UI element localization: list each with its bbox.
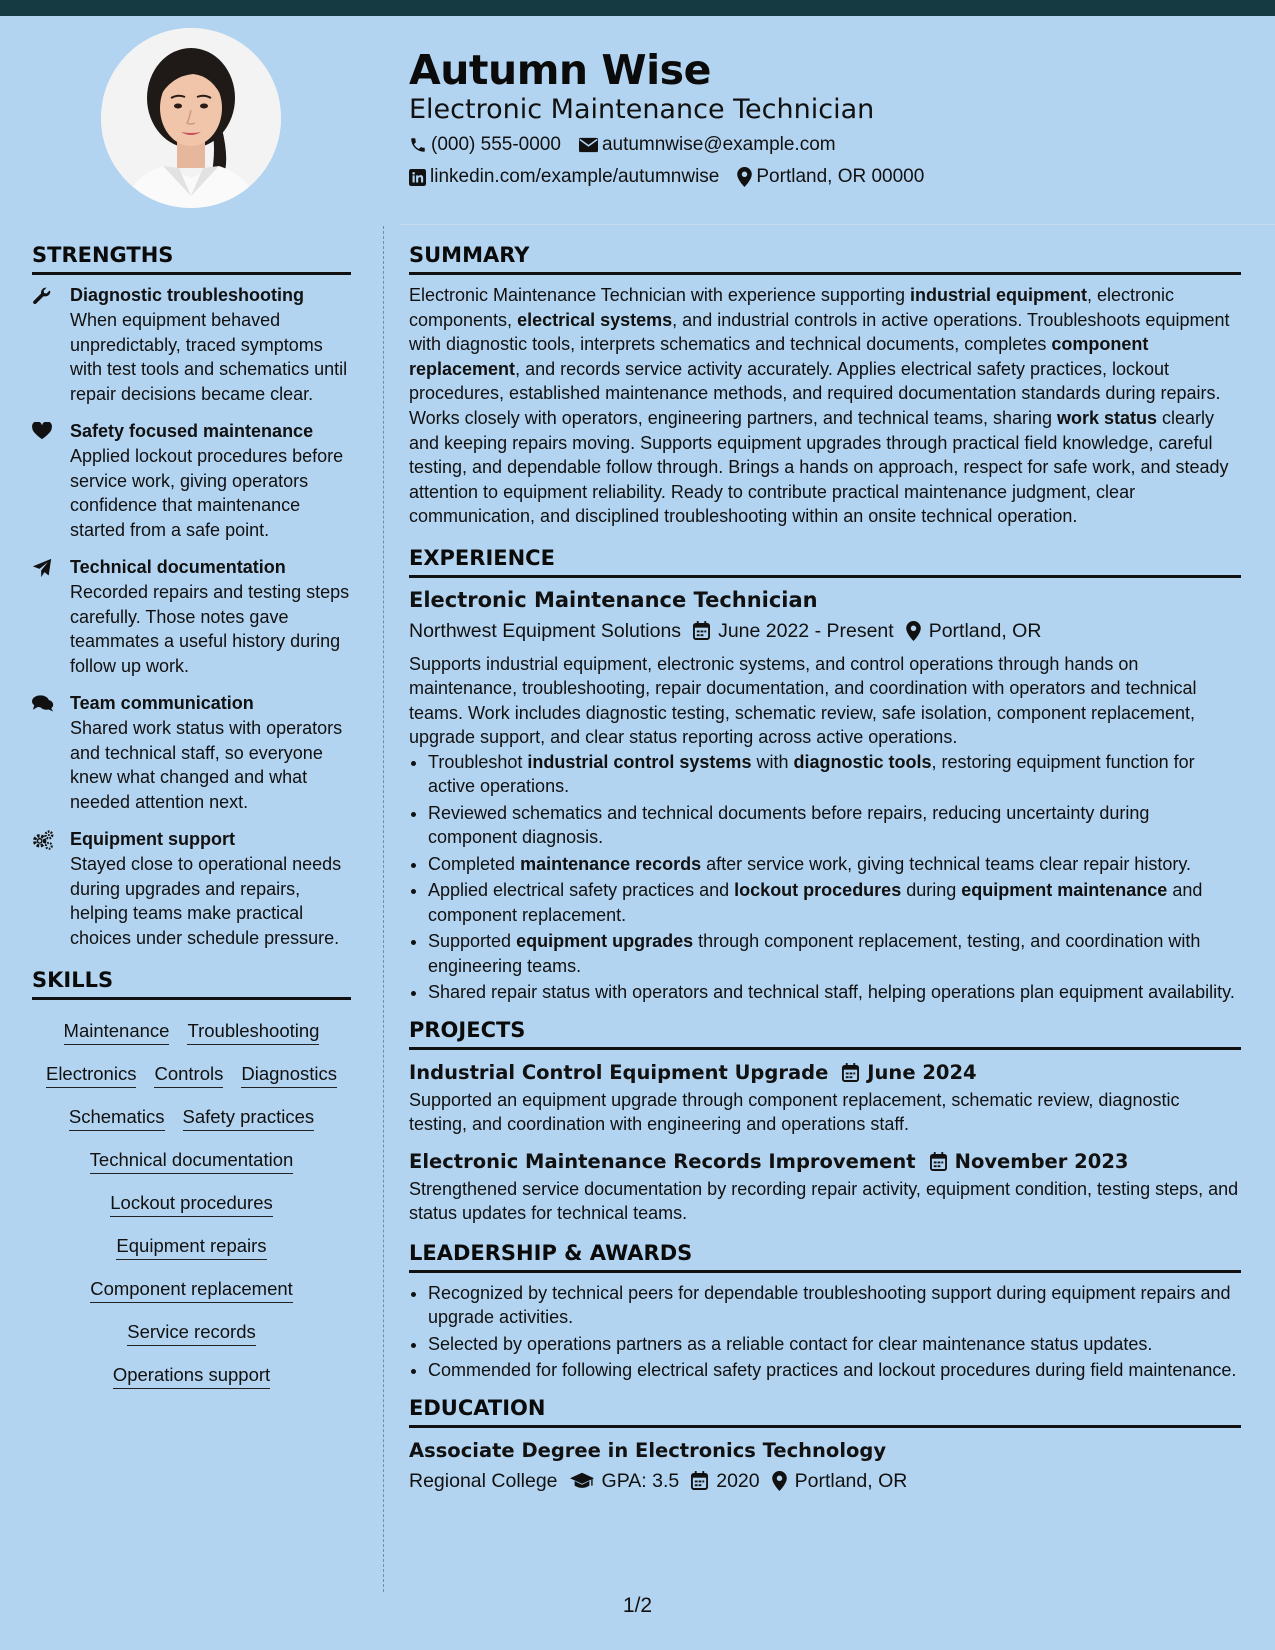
experience-bullet: • Supported equipment upgrades through component replacement, testing, and coordination with engineering teams. <box>428 929 1241 978</box>
school-name: Regional College <box>409 1469 558 1492</box>
linkedin-icon <box>409 169 426 186</box>
map-pin-icon <box>906 621 921 641</box>
calendar-icon <box>930 1152 947 1171</box>
experience-bullet: • Reviewed schematics and technical documents before repairs, reducing uncertainty during component diagnosis. <box>428 801 1241 850</box>
skill-tag: Technical documentation <box>90 1148 294 1174</box>
experience-title: EXPERIENCE <box>409 541 1241 578</box>
job-meta <box>409 616 1241 646</box>
header-divider <box>400 224 1275 225</box>
phone-contact[interactable] <box>409 134 561 156</box>
contact-row-2 <box>409 162 1249 192</box>
skill-tag: Component replacement <box>90 1277 293 1303</box>
email-text: autumnwise@example.com <box>601 134 836 155</box>
skill-tag: Electronics <box>46 1062 136 1088</box>
calendar-icon <box>691 1471 708 1490</box>
strength-item <box>32 691 351 814</box>
location-text: Portland, OR 00000 <box>756 166 925 187</box>
skill-tag: Troubleshooting <box>187 1019 319 1045</box>
calendar-icon <box>842 1063 859 1082</box>
email-contact[interactable] <box>579 134 836 156</box>
strength-description: When equipment behaved unpredictably, traced symptoms with test tools and schematics until repair decisions became clear. <box>70 310 348 404</box>
project-date: November 2023 <box>954 1149 1129 1173</box>
project-name: Electronic Maintenance Records Improvement <box>409 1149 916 1173</box>
project-name: Industrial Control Equipment Upgrade <box>409 1060 829 1084</box>
calendar-icon <box>693 621 710 640</box>
linkedin-contact[interactable] <box>409 166 719 188</box>
strength-item <box>32 555 351 678</box>
leadership-list <box>428 1281 1241 1383</box>
strength-name: Technical documentation <box>70 557 286 577</box>
page-number: 1/2 <box>622 1594 653 1617</box>
phone-text: (000) 555-0000 <box>431 134 561 155</box>
strength-name: Team communication <box>70 693 254 713</box>
skill-tag: Schematics <box>69 1105 165 1131</box>
skill-tag: Safety practices <box>183 1105 315 1131</box>
resume-header <box>409 44 1249 192</box>
strengths-list <box>32 283 351 950</box>
project-date: June 2024 <box>867 1060 977 1084</box>
skill-tag: Controls <box>154 1062 223 1088</box>
wrench-icon <box>32 283 70 406</box>
degree-name: Associate Degree in Electronics Technology <box>409 1438 887 1462</box>
leadership-bullet: • Commended for following electrical safety practices and lockout procedures during field maintenance. <box>428 1358 1241 1383</box>
column-divider <box>383 226 384 1592</box>
project-description: Supported an equipment upgrade through component replacement, schematic review, diagnostic testing, and coordination with engineering and operations staff. <box>409 1089 1180 1135</box>
heart-icon <box>32 419 70 542</box>
strength-item <box>32 283 351 406</box>
map-pin-icon <box>737 167 752 187</box>
projects-title: PROJECTS <box>409 1013 1241 1050</box>
skill-tag: Lockout procedures <box>110 1191 273 1217</box>
contact-row-1 <box>409 130 1249 160</box>
project-item <box>409 1147 1241 1226</box>
comments-icon <box>32 691 70 814</box>
strength-description: Applied lockout procedures before service work, giving operators confidence that maintenance started from a safe point. <box>70 446 344 540</box>
skills-title: SKILLS <box>32 963 351 1000</box>
leadership-title: LEADERSHIP & AWARDS <box>409 1236 1241 1273</box>
paper-plane-icon <box>32 555 70 678</box>
experience-bullet: • Applied electrical safety practices and lockout procedures during equipment maintenance and component replacement. <box>428 878 1241 927</box>
leadership-bullet: • Selected by operations partners as a reliable contact for clear maintenance status updates. <box>428 1332 1241 1357</box>
project-item <box>409 1058 1241 1137</box>
job-description: Supports industrial equipment, electronic systems, and control operations through hands on maintenance, troubleshooting, repair documentation, and coordination with operators and technical teams. Work includes diagnostic testing, schematic review, safe isolation, component replacement, upgrade support, and clear status reporting across active operations. <box>409 653 1197 748</box>
linkedin-text: linkedin.com/example/autumnwise <box>430 166 720 187</box>
experience-bullet: • Troubleshot industrial control systems with diagnostic tools, restoring equipment function for active operations. <box>428 750 1241 799</box>
experience-bullets <box>428 750 1241 1005</box>
project-description: Strengthened service documentation by recording repair activity, equipment condition, testing steps, and status updates for technical teams. <box>409 1178 1239 1224</box>
strength-description: Recorded repairs and testing steps carefully. Those notes gave teammates a useful history during follow up work. <box>70 582 350 676</box>
summary-title: SUMMARY <box>409 238 1241 275</box>
envelope-icon <box>579 137 598 153</box>
skill-tag: Maintenance <box>64 1019 170 1045</box>
experience-bullet: • Shared repair status with operators and technical staff, helping operations plan equipment availability. <box>428 980 1241 1005</box>
gpa-text: GPA: 3.5 <box>601 1469 680 1492</box>
skill-tag: Operations support <box>113 1363 270 1389</box>
strength-name: Safety focused maintenance <box>70 421 314 441</box>
strength-name: Diagnostic troubleshooting <box>70 285 304 305</box>
company-name: Northwest Equipment Solutions <box>409 619 682 642</box>
job-dates: June 2022 - Present <box>718 619 894 642</box>
summary-text: Electronic Maintenance Technician with experience supporting industrial equipment, electronic components, electrical systems, and industrial controls in active operations. Troubleshoots equipment with diagnostic tools, interprets schematics and technical documents, completes component replacement, and records service activity accurately. Applies electrical safety practices, lockout procedures, established maintenance methods, and required documentation standards during repairs. Works closely with operators, engineering partners, and technical teams, sharing work status clearly and keeping repairs moving. Supports equipment upgrades through practical field knowledge, careful testing, and dependable follow through. Brings a hands on approach, respect for safe work, and steady attention to equipment reliability. Ready to contribute practical maintenance judgment, clear communication, and disciplined troubleshooting within an onsite technical operation. <box>409 285 1230 527</box>
job-location: Portland, OR <box>928 619 1042 642</box>
education-title: EDUCATION <box>409 1391 1241 1428</box>
experience-bullet: • Completed maintenance records after service work, giving technical teams clear repair history. <box>428 852 1241 877</box>
leadership-bullet: • Recognized by technical peers for dependable troubleshooting support during equipment repairs and upgrade activities. <box>428 1281 1241 1330</box>
job-title: Electronic Maintenance Technician <box>409 587 818 612</box>
right-column <box>409 238 1241 1496</box>
candidate-name: Autumn Wise <box>409 46 711 94</box>
gears-icon <box>32 827 70 950</box>
strength-name: Equipment support <box>70 829 235 849</box>
candidate-title: Electronic Maintenance Technician <box>409 94 875 125</box>
graduation-cap-icon <box>570 1472 594 1490</box>
strength-description: Shared work status with operators and technical staff, so everyone knew what changed and what needed attention next. <box>70 718 343 812</box>
strengths-title: STRENGTHS <box>32 238 351 275</box>
location-contact <box>737 166 924 188</box>
strength-item <box>32 827 351 950</box>
skill-tag: Diagnostics <box>241 1062 337 1088</box>
skill-tag: Equipment repairs <box>116 1234 266 1260</box>
left-column <box>32 238 351 1399</box>
skill-tag: Service records <box>127 1320 256 1346</box>
top-bar <box>0 0 1275 16</box>
avatar <box>101 28 281 208</box>
strength-description: Stayed close to operational needs during upgrades and repairs, helping teams make practical choices under schedule pressure. <box>70 854 342 948</box>
phone-icon <box>409 136 427 154</box>
map-pin-icon <box>772 1471 787 1491</box>
school-location: Portland, OR <box>794 1469 908 1492</box>
skills-list <box>32 1008 351 1399</box>
education-meta <box>409 1466 1241 1496</box>
projects-list <box>409 1058 1241 1226</box>
strength-item <box>32 419 351 542</box>
graduation-year: 2020 <box>716 1469 760 1492</box>
